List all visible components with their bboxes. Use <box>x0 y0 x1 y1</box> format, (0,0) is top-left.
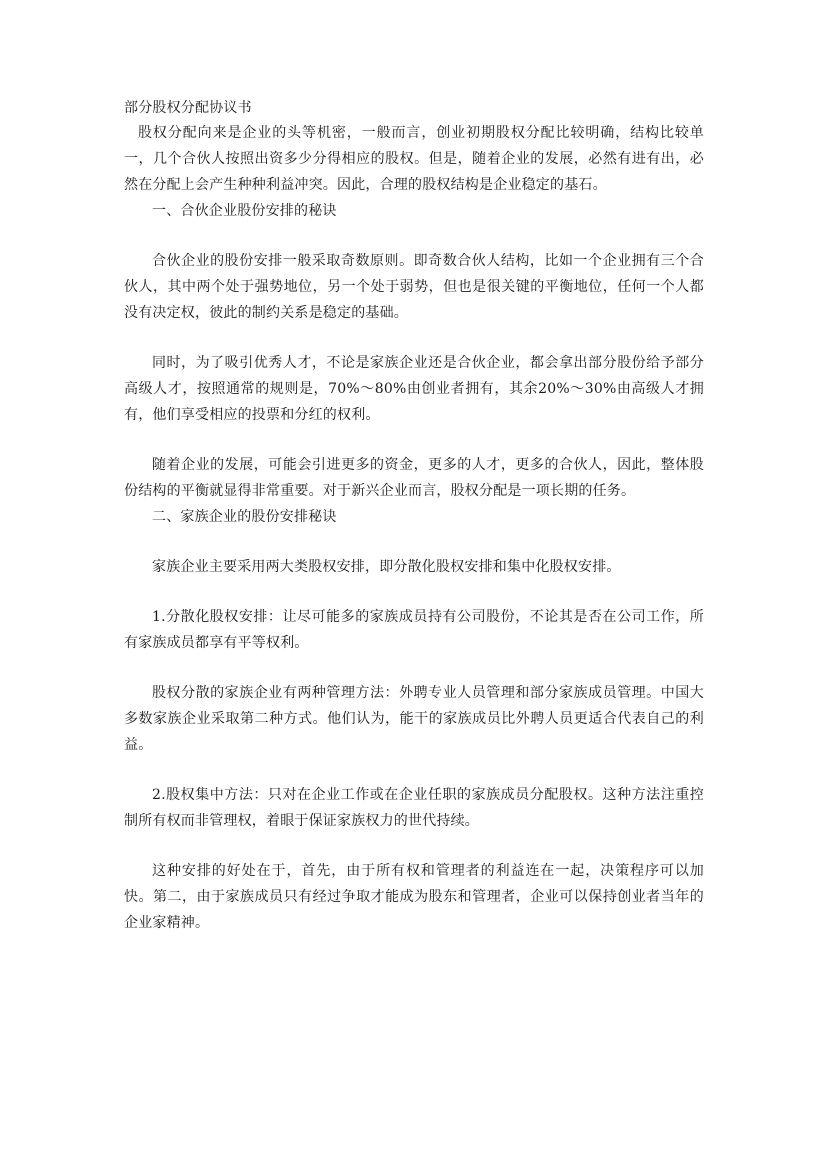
intro-paragraph: 股权分配向来是企业的头等机密，一般而言，创业初期股权分配比较明确，结构比较单一，几个合伙人按照出资多少分得相应的股权。但是，随着企业的发展，必然有进有出，必然在分配上会产生种种利益冲突。因此，合理的股权结构是企业稳定的基石。 <box>124 125 704 193</box>
section-1-paragraph-3: 随着企业的发展，可能会引进更多的资金，更多的人才，更多的合伙人，因此，整体股份结构的平衡就显得非常重要。对于新兴企业而言，股权分配是一项长期的任务。 <box>124 457 704 499</box>
section-1-paragraph-1: 合伙企业的股份安排一般采取奇数原则。即奇数合伙人结构，比如一个企业拥有三个合伙人，其中两个处于强势地位，另一个处于弱势，但也是很关键的平衡地位，任何一个人都没有决定权，彼此的制约关系是稳定的基础。 <box>124 253 704 321</box>
section-1-heading: 一、合伙企业股份安排的秘诀 <box>152 203 337 219</box>
section-2-paragraph-4: 2.股权集中方法：只对在企业工作或在企业任职的家族成员分配股权。这种方法注重控制所有权而非管理权，着眼于保证家族权力的世代持续。 <box>124 787 704 829</box>
section-2-heading: 二、家族企业的股份安排秘诀 <box>152 509 337 525</box>
document-body <box>124 96 704 936</box>
document-title: 部分股权分配协议书 <box>124 100 252 116</box>
section-2-paragraph-5: 这种安排的好处在于，首先，由于所有权和管理者的利益连在一起，决策程序可以加快。第二，由于家族成员只有经过争取才能成为股东和管理者，企业可以保持创业者当年的企业家精神。 <box>124 863 704 931</box>
section-2-paragraph-3: 股权分散的家族企业有两种管理方法：外聘专业人员管理和部分家族成员管理。中国大多数家族企业采取第二种方式。他们认为，能干的家族成员比外聘人员更适合代表自己的利益。 <box>124 685 704 753</box>
section-2-paragraph-1: 家族企业主要采用两大类股权安排，即分散化股权安排和集中化股权安排。 <box>152 559 621 575</box>
section-2-paragraph-2: 1.分散化股权安排：让尽可能多的家族成员持有公司股份，不论其是否在公司工作，所有家族成员都享有平等权利。 <box>124 609 704 651</box>
section-1-paragraph-2: 同时，为了吸引优秀人才，不论是家族企业还是合伙企业，都会拿出部分股份给予部分高级人才，按照通常的规则是，70%～80%由创业者拥有，其余20%～30%由高级人才拥有，他们享受相应的投票和分红的权利。 <box>124 355 704 423</box>
